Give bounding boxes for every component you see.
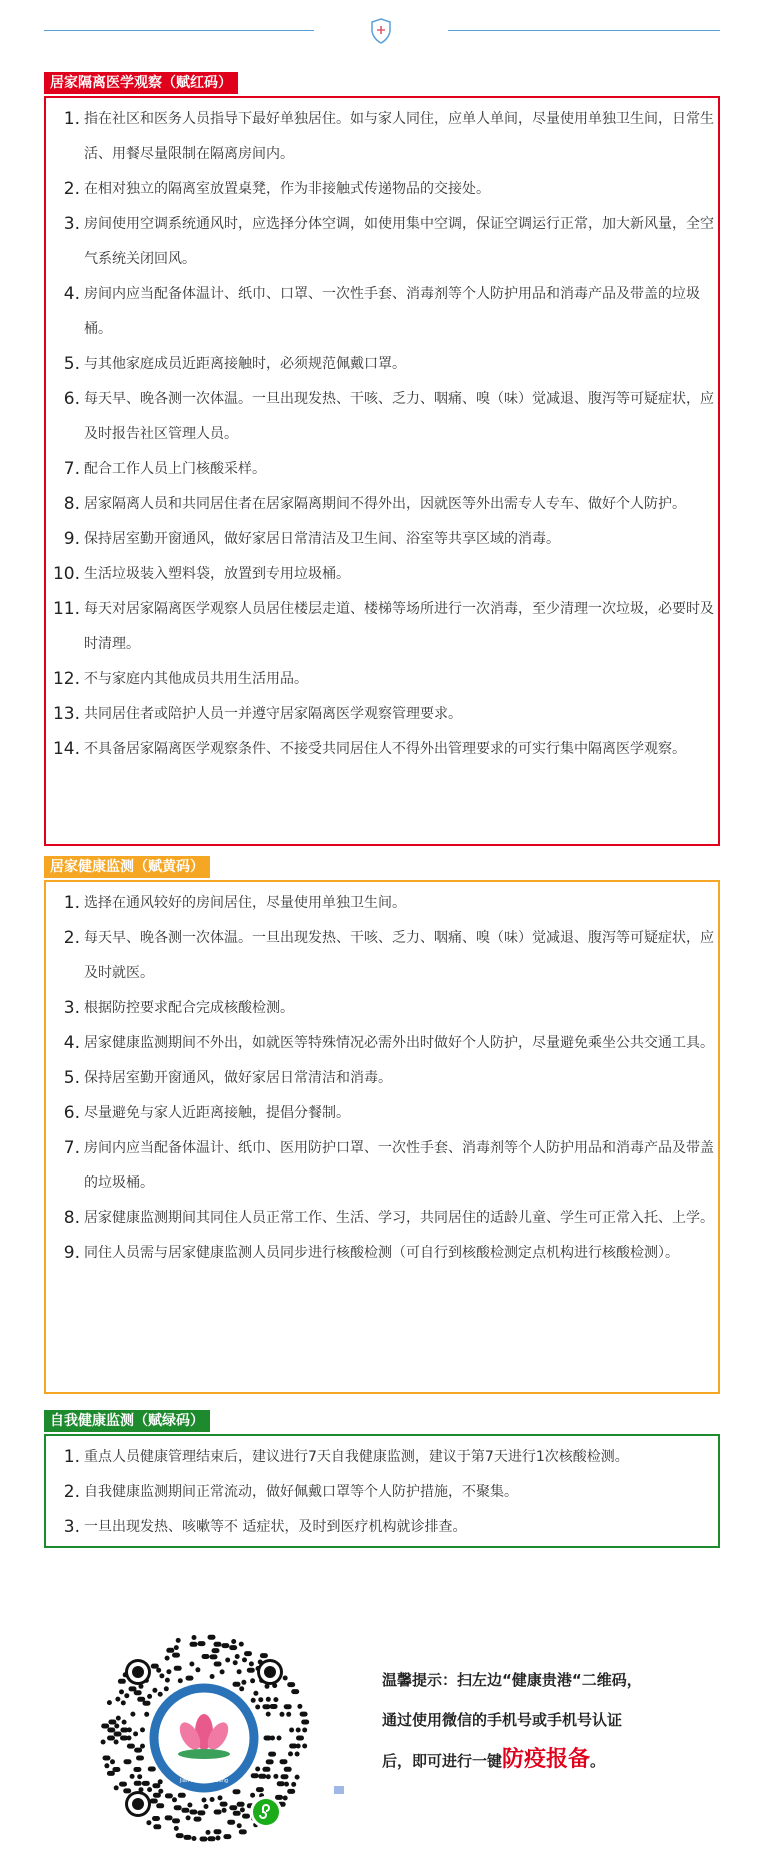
item-number: 3. bbox=[63, 1517, 80, 1537]
item-number: 5. bbox=[63, 1068, 80, 1088]
qr-dot bbox=[152, 1688, 157, 1693]
qr-dot bbox=[221, 1643, 229, 1648]
qr-dot bbox=[153, 1824, 161, 1829]
qr-dot bbox=[165, 1815, 173, 1820]
qr-dot bbox=[165, 1656, 170, 1661]
qr-dot bbox=[233, 1789, 241, 1794]
qr-dot bbox=[107, 1736, 115, 1741]
qr-dot bbox=[108, 1720, 116, 1725]
qr-dot bbox=[151, 1664, 159, 1669]
list-item bbox=[50, 347, 714, 382]
qr-logo-text: 健康贵港 bbox=[188, 1695, 220, 1704]
qr-dot bbox=[192, 1635, 197, 1640]
qr-dot bbox=[251, 1773, 259, 1778]
list-item bbox=[50, 732, 714, 767]
item-text: 保持居室勤开窗通风，做好家居日常清洁和消毒。 bbox=[84, 1070, 392, 1086]
medical-shield-icon bbox=[370, 18, 392, 44]
qr-dot bbox=[247, 1668, 255, 1673]
item-number: 4. bbox=[63, 284, 80, 304]
section-title: 居家健康监测（赋黄码） bbox=[44, 856, 210, 878]
qr-dot bbox=[210, 1654, 218, 1659]
item-number: 4. bbox=[63, 1033, 80, 1053]
qr-dot bbox=[174, 1826, 179, 1831]
qr-dot bbox=[229, 1805, 237, 1810]
qr-dot bbox=[300, 1712, 308, 1717]
qr-dot bbox=[266, 1774, 271, 1779]
qr-dot bbox=[233, 1811, 241, 1816]
item-number: 3. bbox=[63, 214, 80, 234]
qr-dot bbox=[152, 1816, 160, 1821]
qr-dot bbox=[233, 1660, 238, 1665]
list-item bbox=[50, 697, 714, 732]
qr-dot bbox=[208, 1635, 216, 1640]
qr-dot bbox=[124, 1693, 129, 1698]
qr-dot bbox=[258, 1774, 266, 1779]
qr-dot bbox=[178, 1793, 186, 1798]
qr-dot bbox=[295, 1752, 300, 1757]
qr-dot bbox=[237, 1669, 242, 1674]
item-text: 保持居室勤开窗通风，做好家居日常清洁及卫生间、浴室等共享区域的消毒。 bbox=[84, 531, 560, 547]
qr-dot bbox=[283, 1676, 288, 1681]
item-text: 每天早、晚各测一次体温。一旦出现发热、干咳、乏力、咽痛、嗅（味）觉减退、腹泻等可疑症状，应及时就医。 bbox=[84, 930, 714, 981]
item-number: 2. bbox=[63, 928, 80, 948]
qr-dot bbox=[190, 1642, 198, 1647]
qr-dot bbox=[284, 1704, 292, 1709]
qr-dot bbox=[176, 1638, 181, 1643]
qr-dot bbox=[202, 1654, 210, 1659]
item-text: 根据防控要求配合完成核酸检测。 bbox=[84, 1000, 294, 1016]
qr-dot bbox=[220, 1802, 228, 1807]
qr-dot bbox=[210, 1674, 215, 1679]
item-text: 共同居住者或陪护人员一并遵守居家隔离医学观察管理要求。 bbox=[84, 706, 462, 722]
item-text: 不具备居家隔离医学观察条件、不接受共同居住人不得外出管理要求的可实行集中隔离医学观察。 bbox=[84, 741, 686, 757]
item-number: 9. bbox=[63, 1243, 80, 1263]
qr-dot bbox=[220, 1669, 225, 1674]
qr-dot bbox=[124, 1759, 132, 1764]
qr-dot bbox=[150, 1799, 158, 1804]
item-text: 在相对独立的隔离室放置桌凳，作为非接触式传递物品的交接处。 bbox=[84, 181, 490, 197]
qr-dot bbox=[255, 1705, 260, 1710]
qr-dot bbox=[281, 1774, 289, 1779]
qr-dot bbox=[295, 1775, 300, 1780]
item-text: 自我健康监测期间正常流动，做好佩戴口罩等个人防护措施，不聚集。 bbox=[84, 1484, 518, 1500]
qr-dot bbox=[242, 1657, 247, 1662]
qr-dot bbox=[270, 1736, 275, 1741]
list-item bbox=[50, 522, 714, 557]
qr-dot bbox=[192, 1836, 197, 1841]
list-item bbox=[50, 592, 714, 662]
qr-dot bbox=[266, 1712, 271, 1717]
qr-dot bbox=[239, 1686, 244, 1691]
qr-dot bbox=[237, 1802, 245, 1807]
qr-dot bbox=[119, 1689, 124, 1694]
item-text: 居家健康监测期间其同住人员正常工作、生活、学习，共同居住的适龄儿童、学生可正常入托、上学。 bbox=[84, 1210, 714, 1226]
qr-dot bbox=[164, 1686, 169, 1691]
qr-dot bbox=[172, 1797, 177, 1802]
qr-dot bbox=[235, 1654, 240, 1659]
qr-dot bbox=[186, 1815, 191, 1820]
item-number: 7. bbox=[63, 1138, 80, 1158]
item-text: 配合工作人员上门核酸采样。 bbox=[84, 461, 266, 477]
qr-dot bbox=[174, 1666, 182, 1671]
qr-dot bbox=[147, 1694, 152, 1699]
qr-dot bbox=[127, 1744, 135, 1749]
tip-text bbox=[382, 1660, 732, 1781]
list-item bbox=[50, 557, 714, 592]
qr-dot bbox=[152, 1783, 160, 1788]
qr-dot bbox=[156, 1803, 164, 1808]
qr-dot bbox=[137, 1697, 145, 1702]
list-item bbox=[50, 382, 714, 452]
list-item bbox=[50, 207, 714, 277]
list-item bbox=[50, 172, 714, 207]
qr-dot bbox=[134, 1781, 142, 1786]
item-number: 6. bbox=[63, 389, 80, 409]
list-item bbox=[50, 1026, 714, 1061]
qr-dot bbox=[286, 1712, 291, 1717]
qr-dot bbox=[107, 1700, 112, 1705]
qr-dot bbox=[198, 1641, 206, 1646]
qr-dot bbox=[262, 1704, 270, 1709]
item-text: 不与家庭内其他成员共用生活用品。 bbox=[84, 671, 308, 687]
item-number: 14. bbox=[52, 739, 80, 759]
qr-dot bbox=[148, 1767, 156, 1772]
qr-dot bbox=[297, 1704, 302, 1709]
qr-dot bbox=[296, 1736, 304, 1741]
qr-dot bbox=[262, 1767, 270, 1772]
qr-dot bbox=[225, 1658, 230, 1663]
qr-dot bbox=[202, 1798, 207, 1803]
tip-line-1: 温馨提示：扫左边“健康贵港“二维码， bbox=[382, 1671, 642, 1689]
item-number: 3. bbox=[63, 998, 80, 1018]
qr-dot bbox=[231, 1639, 236, 1644]
qr-dot bbox=[123, 1788, 131, 1793]
qr-dot bbox=[120, 1736, 128, 1741]
qr-finder-pattern bbox=[132, 1798, 144, 1810]
qr-dot bbox=[223, 1834, 231, 1839]
item-number: 6. bbox=[63, 1103, 80, 1123]
wechat-mini-program-icon bbox=[250, 1796, 282, 1828]
qr-dot bbox=[288, 1751, 293, 1756]
list-item bbox=[50, 1131, 714, 1201]
qr-dot bbox=[250, 1678, 255, 1683]
item-number: 7. bbox=[63, 459, 80, 479]
item-text: 选择在通风较好的房间居住，尽量使用单独卫生间。 bbox=[84, 895, 406, 911]
qr-dot bbox=[291, 1689, 299, 1694]
qr-dot bbox=[174, 1645, 179, 1650]
list-item bbox=[50, 277, 714, 347]
qr-dot bbox=[114, 1724, 119, 1729]
qr-dot bbox=[140, 1744, 145, 1749]
tip-line-3-suffix: 。 bbox=[590, 1752, 606, 1770]
item-number: 8. bbox=[63, 1208, 80, 1228]
section-yellow-code bbox=[44, 856, 720, 1394]
item-number: 12. bbox=[52, 669, 80, 689]
qr-dot bbox=[184, 1835, 192, 1840]
qr-finder-pattern bbox=[132, 1666, 144, 1678]
qr-dot bbox=[214, 1662, 222, 1667]
qr-dot bbox=[195, 1667, 200, 1672]
qr-dot bbox=[165, 1793, 173, 1798]
qr-dot bbox=[239, 1829, 247, 1834]
qr-dot bbox=[172, 1818, 180, 1823]
qr-dot bbox=[197, 1810, 205, 1815]
qr-dot bbox=[153, 1793, 161, 1798]
qr-dot bbox=[273, 1697, 278, 1702]
item-number: 2. bbox=[63, 1482, 80, 1502]
qr-dot bbox=[133, 1767, 141, 1772]
qr-dot bbox=[241, 1680, 246, 1685]
qr-dot bbox=[212, 1648, 220, 1653]
item-number: 1. bbox=[63, 109, 80, 129]
section-title: 居家隔离医学观察（赋红码） bbox=[44, 72, 238, 94]
qr-dot bbox=[189, 1662, 194, 1667]
section-red-code bbox=[44, 72, 720, 846]
qr-dot bbox=[249, 1661, 254, 1666]
qr-dot bbox=[268, 1752, 276, 1757]
qr-dot bbox=[122, 1720, 127, 1725]
qr-dot bbox=[186, 1676, 194, 1681]
qr-dot bbox=[240, 1807, 245, 1812]
qr-dot bbox=[239, 1642, 244, 1647]
qr-dot bbox=[289, 1728, 294, 1733]
item-text: 同住人员需与居家健康监测人员同步进行核酸检测（可自行到核酸检测定点机构进行核酸检测）。 bbox=[84, 1245, 679, 1261]
qr-dot bbox=[121, 1700, 126, 1705]
qr-dot bbox=[266, 1759, 274, 1764]
qr-dot bbox=[114, 1785, 119, 1790]
item-text: 尽量避免与家人近距离接触，提倡分餐制。 bbox=[84, 1105, 350, 1121]
item-number: 1. bbox=[63, 1447, 80, 1467]
qr-dot bbox=[130, 1712, 135, 1717]
item-text: 重点人员健康管理结束后，建议进行7天自我健康监测，建议于第7天进行1次核酸检测。 bbox=[84, 1449, 629, 1465]
qr-dot bbox=[120, 1728, 128, 1733]
list-item bbox=[50, 991, 714, 1026]
qr-dot bbox=[280, 1712, 285, 1717]
qr-dot bbox=[174, 1805, 182, 1810]
qr-dot bbox=[158, 1692, 163, 1697]
qr-dot bbox=[227, 1820, 235, 1825]
qr-dot bbox=[114, 1732, 122, 1737]
qr-dot bbox=[176, 1833, 184, 1838]
qr-dot bbox=[253, 1691, 258, 1696]
qr-dot bbox=[283, 1796, 288, 1801]
qr-dot bbox=[296, 1728, 301, 1733]
qr-dot bbox=[208, 1836, 216, 1841]
qr-dot bbox=[214, 1829, 222, 1834]
qr-dot bbox=[258, 1697, 263, 1702]
qr-dot bbox=[214, 1642, 222, 1647]
qr-finder-pattern bbox=[264, 1666, 276, 1678]
item-text: 生活垃圾装入塑料袋，放置到专用垃圾桶。 bbox=[84, 566, 350, 582]
rules-box bbox=[44, 96, 720, 846]
qr-dot bbox=[270, 1704, 278, 1709]
qr-dot bbox=[187, 1803, 192, 1808]
qr-dot bbox=[250, 1793, 255, 1798]
wechat-qr-code[interactable] bbox=[98, 1632, 310, 1844]
item-text: 房间使用空调系统通风时，应选择分体空调，如使用集中空调，保证空调运行正常，加大新风量，全空气系统关闭回风。 bbox=[84, 216, 714, 267]
qr-dot bbox=[302, 1744, 307, 1749]
qr-dot bbox=[280, 1759, 288, 1764]
qr-dot bbox=[133, 1731, 138, 1736]
qr-dot bbox=[200, 1837, 208, 1842]
qr-dot bbox=[146, 1820, 151, 1825]
list-item bbox=[50, 1096, 714, 1131]
qr-dot bbox=[229, 1645, 237, 1650]
qr-dot bbox=[233, 1682, 241, 1687]
qr-dot bbox=[101, 1724, 109, 1729]
rules-box bbox=[44, 880, 720, 1394]
qr-dot bbox=[104, 1763, 109, 1768]
rules-list bbox=[50, 1440, 714, 1545]
list-item bbox=[50, 452, 714, 487]
qr-dot bbox=[118, 1679, 126, 1684]
list-item bbox=[50, 921, 714, 991]
qr-dot bbox=[302, 1728, 307, 1733]
item-number: 10. bbox=[52, 564, 80, 584]
rules-list bbox=[50, 886, 714, 1271]
list-item bbox=[50, 1440, 714, 1475]
rules-list bbox=[50, 102, 714, 767]
item-number: 5. bbox=[63, 354, 80, 374]
qr-dot bbox=[165, 1678, 170, 1683]
item-number: 13. bbox=[52, 704, 80, 724]
list-item bbox=[50, 1061, 714, 1096]
qr-dot bbox=[142, 1781, 150, 1786]
qr-dot bbox=[107, 1771, 115, 1776]
qr-dot bbox=[114, 1740, 119, 1745]
qr-dot bbox=[144, 1712, 149, 1717]
qr-dot bbox=[107, 1728, 115, 1733]
qr-dot bbox=[287, 1789, 295, 1794]
list-item bbox=[50, 1201, 714, 1236]
qr-dot bbox=[166, 1648, 174, 1653]
qr-dot bbox=[136, 1756, 144, 1761]
epidemic-report-highlight: 防疫报备 bbox=[502, 1747, 591, 1772]
qr-dot bbox=[296, 1744, 301, 1749]
top-divider bbox=[44, 18, 720, 46]
rules-box bbox=[44, 1434, 720, 1548]
qr-dot bbox=[216, 1836, 221, 1841]
qr-dot bbox=[266, 1697, 271, 1702]
item-number: 11. bbox=[52, 599, 80, 619]
qr-dot bbox=[214, 1810, 222, 1815]
qr-dot bbox=[140, 1727, 145, 1732]
qr-dot bbox=[284, 1767, 292, 1772]
qr-dot bbox=[210, 1797, 215, 1802]
qr-dot bbox=[284, 1782, 289, 1787]
qr-dot bbox=[189, 1810, 197, 1815]
item-number: 8. bbox=[63, 494, 80, 514]
item-text: 与其他家庭成员近距离接触时，必须规范佩戴口罩。 bbox=[84, 356, 406, 372]
qr-dot bbox=[115, 1697, 120, 1702]
qr-dot bbox=[244, 1651, 252, 1656]
qr-dot bbox=[251, 1698, 256, 1703]
item-text: 指在社区和医务人员指导下最好单独居住。如与家人同住，应单人单间，尽量使用单独卫生间，日常生活、用餐尽量限制在隔离房间内。 bbox=[84, 111, 714, 162]
qr-dot bbox=[204, 1804, 209, 1809]
qr-dot bbox=[242, 1814, 250, 1819]
qr-dot bbox=[147, 1787, 152, 1792]
tip-line-2: 通过使用微信的手机号或手机号认证 bbox=[382, 1711, 623, 1729]
tip-line-3 bbox=[382, 1740, 732, 1781]
qr-dot bbox=[137, 1774, 142, 1779]
list-item bbox=[50, 487, 714, 522]
qr-dot bbox=[275, 1795, 283, 1800]
list-item bbox=[50, 1236, 714, 1271]
qr-dot bbox=[277, 1781, 285, 1786]
list-item bbox=[50, 102, 714, 172]
divider-line-right bbox=[448, 30, 720, 31]
small-image-mark bbox=[334, 1786, 344, 1794]
qr-dot bbox=[194, 1817, 202, 1822]
qr-dot bbox=[119, 1782, 127, 1787]
qr-dot bbox=[255, 1767, 260, 1772]
qr-dot bbox=[260, 1653, 268, 1658]
item-number: 2. bbox=[63, 179, 80, 199]
qr-dot bbox=[134, 1748, 142, 1753]
qr-dot bbox=[218, 1795, 223, 1800]
qr-dot bbox=[172, 1653, 180, 1658]
item-text: 每天早、晚各测一次体温。一旦出现发热、干咳、乏力、咽痛、嗅（味）觉减退、腹泻等可疑症状，应及时报告社区管理人员。 bbox=[84, 391, 714, 442]
qr-dot bbox=[166, 1669, 171, 1674]
qr-dot bbox=[256, 1787, 264, 1792]
item-text: 居家隔离人员和共同居住者在居家隔离期间不得外出，因就医等外出需专人专车、做好个人防护。 bbox=[84, 496, 686, 512]
qr-dot bbox=[277, 1736, 282, 1741]
qr-dot bbox=[287, 1682, 295, 1687]
divider-line-left bbox=[44, 30, 314, 31]
item-text: 每天对居家隔离医学观察人员居住楼层走道、楼梯等场所进行一次消毒，至少清理一次垃圾，必要时及时清理。 bbox=[84, 601, 714, 652]
section-green-code bbox=[44, 1410, 720, 1548]
qr-dot bbox=[130, 1774, 135, 1779]
qr-dot bbox=[159, 1673, 164, 1678]
item-number: 9. bbox=[63, 529, 80, 549]
qr-dot bbox=[301, 1720, 309, 1725]
qr-dot bbox=[103, 1756, 111, 1761]
section-title: 自我健康监测（赋绿码） bbox=[44, 1410, 210, 1432]
item-text: 房间内应当配备体温计、纸巾、口罩、一次性手套、消毒剂等个人防护用品和消毒产品及带盖的垃圾桶。 bbox=[84, 286, 700, 337]
qr-dot bbox=[222, 1808, 227, 1813]
qr-dot bbox=[178, 1678, 183, 1683]
list-item bbox=[50, 886, 714, 921]
item-number: 1. bbox=[63, 893, 80, 913]
qr-dot bbox=[237, 1823, 242, 1828]
qr-dot bbox=[110, 1759, 115, 1764]
item-text: 一旦出现发热、咳嗽等不 适症状，及时到医疗机构就诊排查。 bbox=[84, 1519, 467, 1535]
list-item bbox=[50, 1475, 714, 1510]
list-item bbox=[50, 662, 714, 697]
list-item bbox=[50, 1510, 714, 1545]
qr-dot bbox=[273, 1774, 278, 1779]
tip-line-3-prefix: 后，即可进行一键 bbox=[382, 1752, 503, 1770]
qr-dot bbox=[206, 1830, 211, 1835]
qr-dot bbox=[116, 1716, 121, 1721]
item-text: 房间内应当配备体温计、纸巾、医用防护口罩、一次性手套、消毒剂等个人防护用品和消毒产品及带盖的垃圾桶。 bbox=[84, 1140, 714, 1191]
qr-dot bbox=[181, 1808, 189, 1813]
item-text: 居家健康监测期间不外出，如就医等特殊情况必需外出时做好个人防护，尽量避免乘坐公共交通工具。 bbox=[84, 1035, 714, 1051]
qr-dot bbox=[291, 1782, 296, 1787]
qr-dot bbox=[129, 1686, 137, 1691]
qr-dot bbox=[101, 1740, 106, 1745]
qr-logo-subtext: Jian Kang Gui Gang bbox=[179, 1778, 229, 1784]
